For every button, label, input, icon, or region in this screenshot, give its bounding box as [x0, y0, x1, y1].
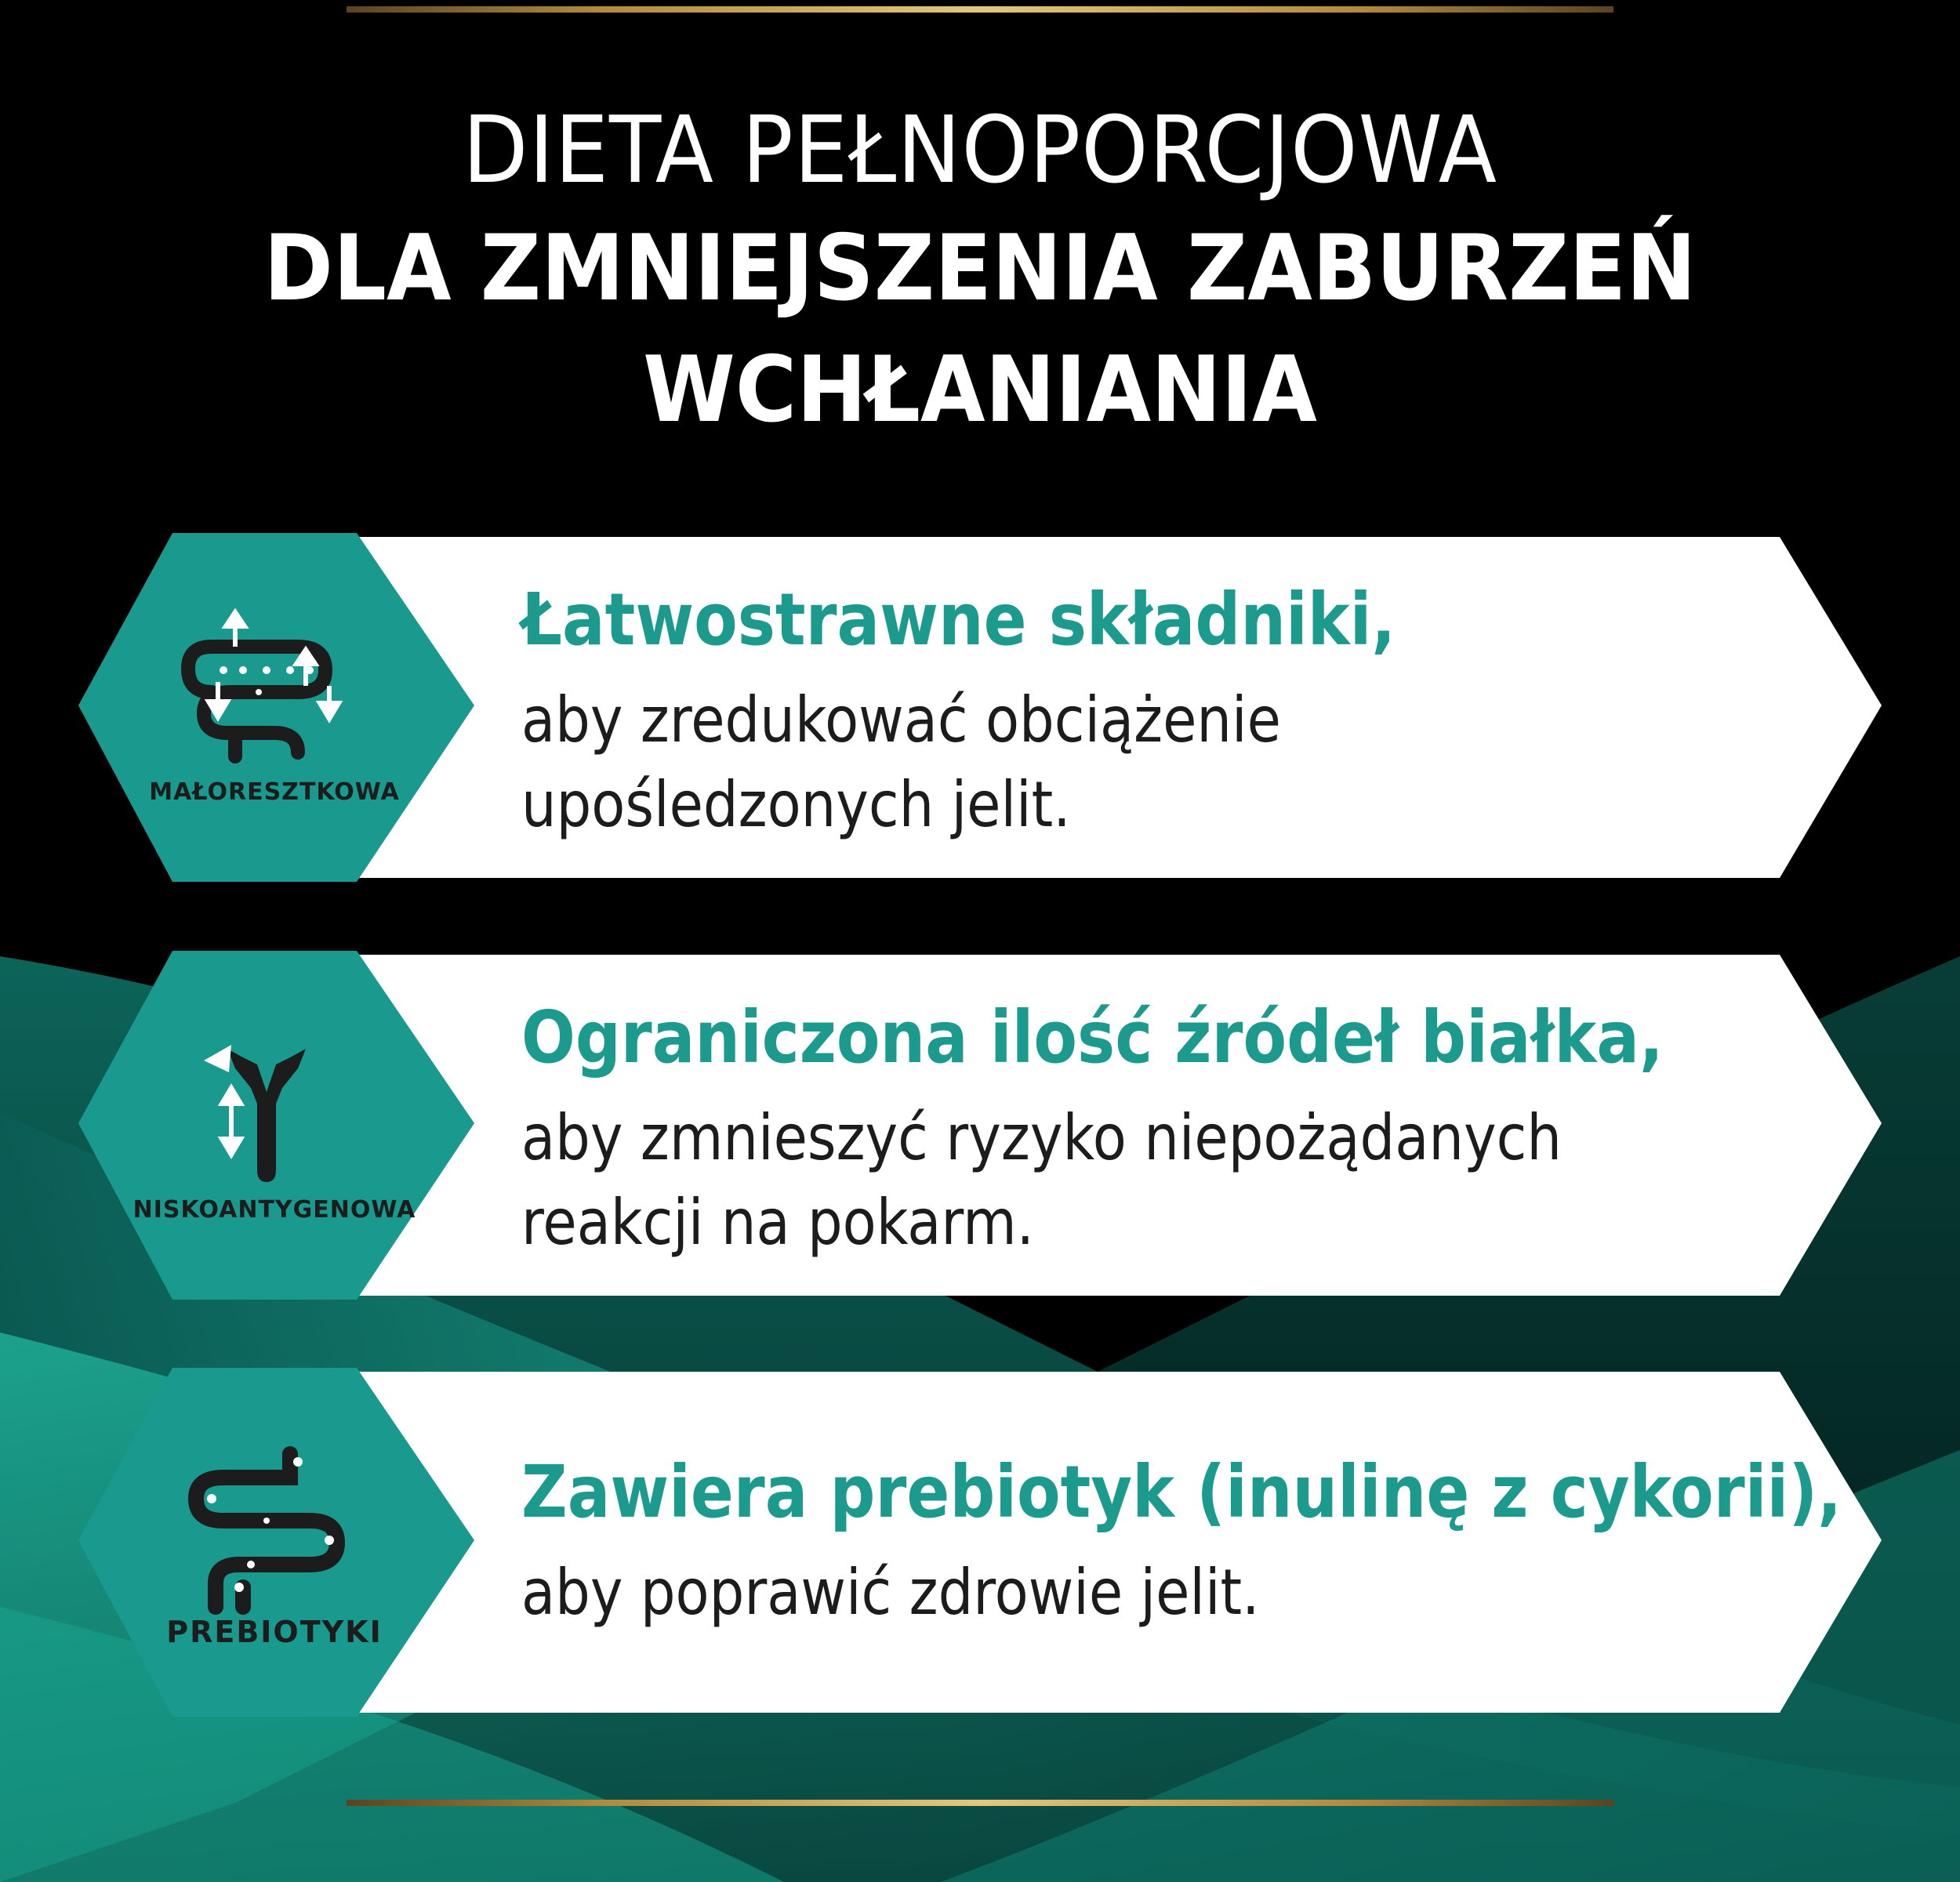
description-line-2: reakcji na pokarm.	[521, 1186, 1035, 1259]
headline-line-1: DIETA PEŁNOPORCJOWA	[463, 96, 1497, 204]
description-line-1: aby zredukować obciążenie	[521, 684, 1281, 756]
feature-card-prebiotics	[0, 1364, 1960, 1724]
bottom-gold-divider	[347, 1800, 1613, 1806]
hex-label: NISKOANTYGENOWA	[132, 1196, 416, 1224]
feature-card-low-residue	[0, 529, 1960, 890]
feature-card-low-antigen	[0, 947, 1960, 1307]
description-line-2: upośledzonych jelit.	[521, 768, 1071, 841]
hex-label: MAŁORESZTKOWA	[149, 778, 400, 806]
feature-description	[521, 678, 1281, 847]
description-line-1: aby poprawić zdrowie jelit.	[521, 1556, 1260, 1629]
feature-title: Zawiera prebiotyk (inulinę z cykorii),	[521, 1450, 1842, 1534]
description-line-1: aby zmnieszyć ryzyko niepożądanych	[521, 1101, 1562, 1174]
headline-line-3: WCHŁANIANIA	[643, 337, 1317, 443]
intestine-arrows-icon	[180, 607, 353, 780]
feature-title: Ograniczona ilość źródeł białka,	[521, 995, 1664, 1079]
top-gold-divider	[347, 6, 1613, 13]
feature-description	[521, 1550, 1260, 1635]
antibody-arrows-icon	[180, 1025, 353, 1198]
feature-title: Łatwostrawne składniki,	[521, 578, 1396, 662]
headline-line-2: DLA ZMNIEJSZENIA ZABURZEŃ	[263, 216, 1697, 321]
feature-description	[521, 1096, 1562, 1265]
intestine-sparkles-icon	[180, 1442, 353, 1615]
hex-label: PREBIOTYKI	[166, 1615, 383, 1649]
